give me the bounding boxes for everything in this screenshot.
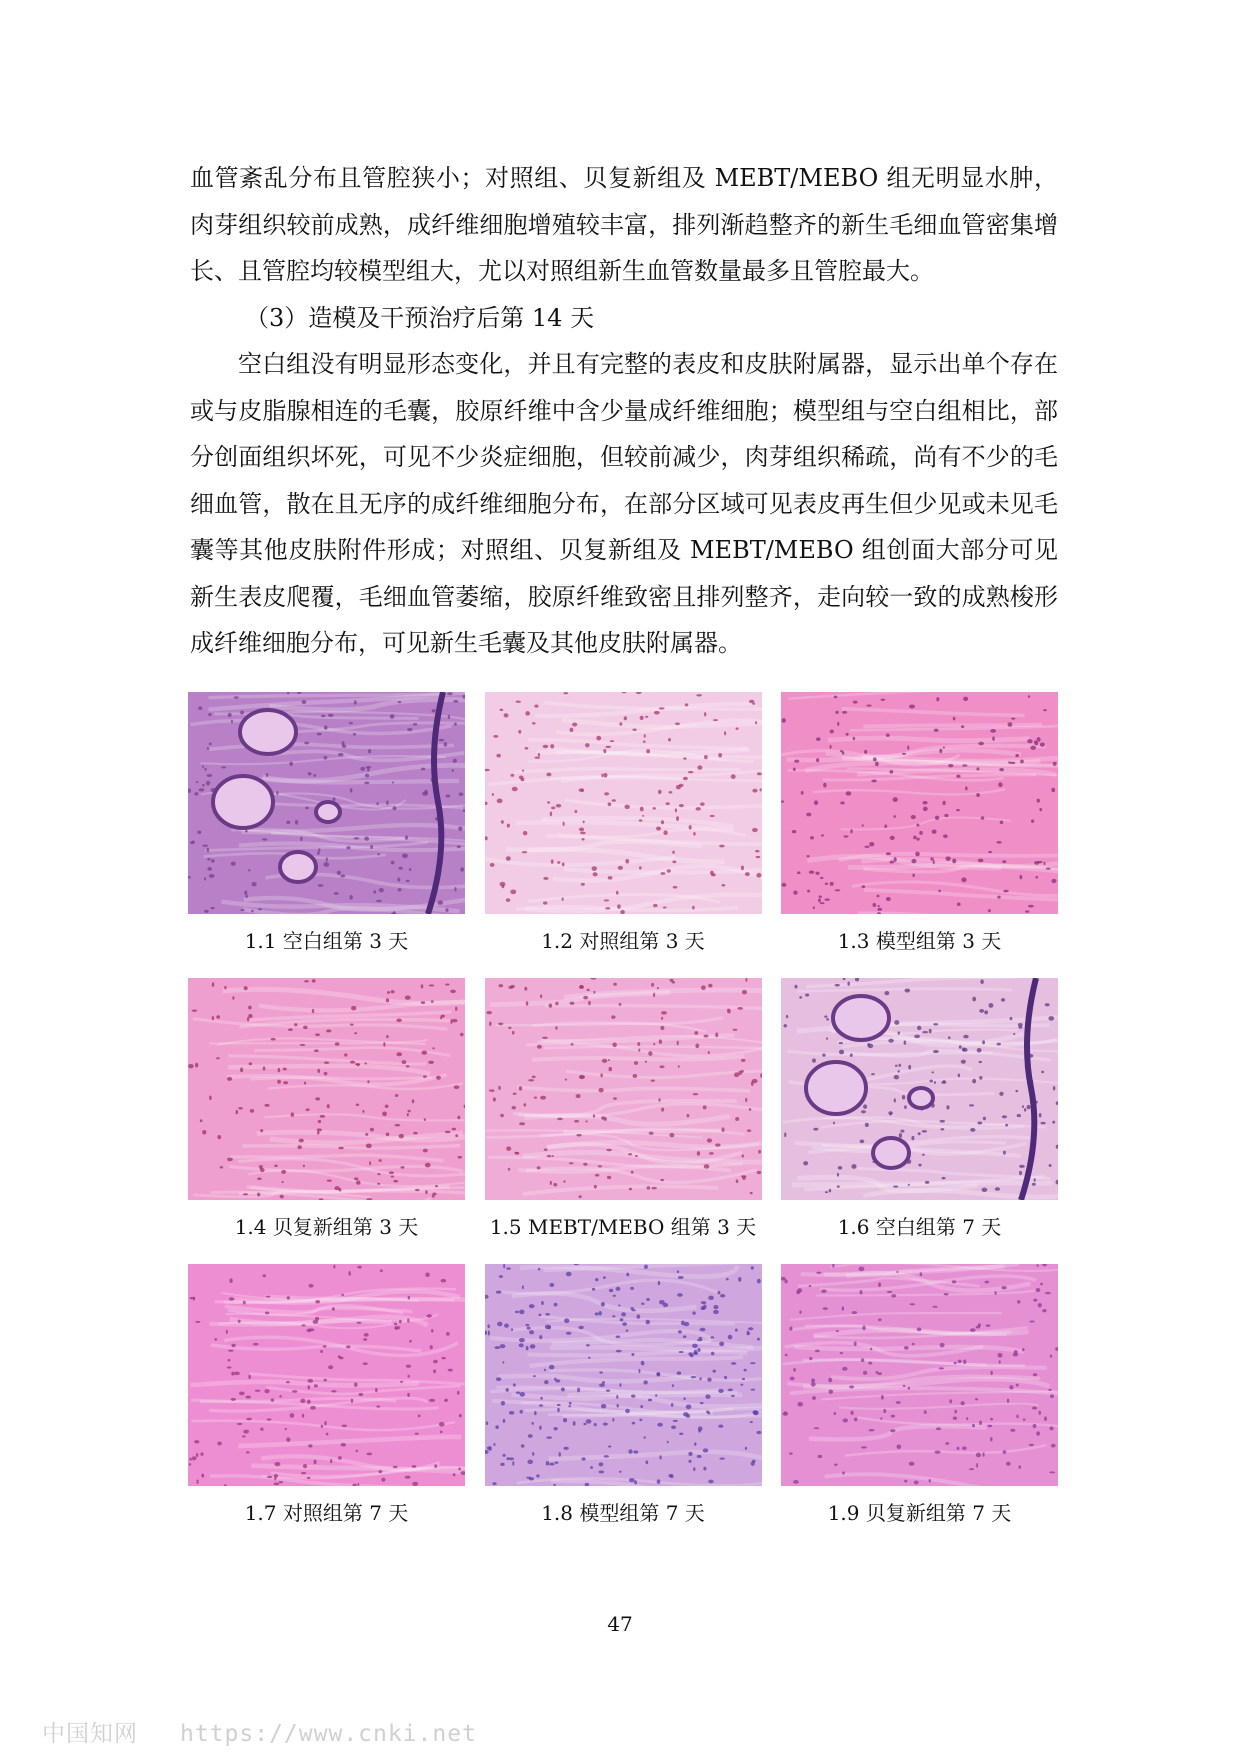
micrograph-1-6 (781, 978, 1058, 1200)
figure-caption: 1.6 空白组第 7 天 (837, 1215, 1002, 1239)
figure-1-7 (188, 1264, 465, 1528)
figure-caption: 1.3 模型组第 3 天 (837, 929, 1002, 953)
micrograph-1-5 (485, 978, 762, 1200)
micrograph-1-1 (188, 692, 465, 914)
micrograph-1-4 (188, 978, 465, 1200)
figure-row (188, 978, 1058, 1242)
section-heading-day14: （3）造模及干预治疗后第 14 天 (245, 303, 595, 332)
figure-row (188, 692, 1058, 956)
micrograph-1-8 (485, 1264, 762, 1486)
figure-row (188, 1264, 1058, 1528)
body-text (190, 155, 1058, 667)
figure-1-3 (781, 692, 1058, 956)
watermark-brand: 中国知网 (42, 1721, 138, 1747)
paragraph-day7-continued: 血管紊乱分布且管腔狭小；对照组、贝复新组及 MEBT/MEBO 组无明显水肿，肉芽组织较前成熟，成纤维细胞增殖较丰富，排列渐趋整齐的新生毛细血管密集增长、且管腔均较模型组大，尤以对照组新生血管数量最多且管腔最大。 (190, 164, 1058, 285)
figure-caption: 1.1 空白组第 3 天 (244, 929, 409, 953)
figure-1-9 (781, 1264, 1058, 1528)
figure-1-1 (188, 692, 465, 956)
cnki-watermark (42, 1715, 477, 1748)
figure-caption: 1.7 对照组第 7 天 (244, 1501, 409, 1525)
micrograph-1-2 (485, 692, 762, 914)
figure-1-4 (188, 978, 465, 1242)
figure-caption: 1.4 贝复新组第 3 天 (234, 1215, 419, 1239)
page-number: 47 (607, 1612, 633, 1636)
watermark-url: https://www.cnki.net (180, 1721, 477, 1747)
micrograph-1-9 (781, 1264, 1058, 1486)
figure-caption: 1.5 MEBT/MEBO 组第 3 天 (489, 1215, 757, 1239)
paragraph-day14: 空白组没有明显形态变化，并且有完整的表皮和皮肤附属器，显示出单个存在或与皮脂腺相连的毛囊，胶原纤维中含少量成纤维细胞；模型组与空白组相比，部分创面组织坏死，可见不少炎症细胞，但较前减少，肉芽组织稀疏，尚有不少的毛细血管，散在且无序的成纤维细胞分布，在部分区域可见表皮再生但少见或未见毛囊等其他皮肤附件形成；对照组、贝复新组及 MEBT/MEBO 组创面大部分可见新生表皮爬覆，毛细血管萎缩，胶原纤维致密且排列整齐，走向较一致的成熟梭形成纤维细胞分布，可见新生毛囊及其他皮肤附属器。 (190, 350, 1058, 657)
figure-1-5 (485, 978, 762, 1242)
micrograph-1-3 (781, 692, 1058, 914)
figure-caption: 1.9 贝复新组第 7 天 (827, 1501, 1012, 1525)
figure-caption: 1.2 对照组第 3 天 (541, 929, 705, 953)
figure-1-6 (781, 978, 1058, 1242)
histology-figure-grid (188, 692, 1058, 1528)
figure-1-2 (485, 692, 762, 956)
figure-caption: 1.8 模型组第 7 天 (541, 1501, 705, 1525)
figure-1-8 (485, 1264, 762, 1528)
micrograph-1-7 (188, 1264, 465, 1486)
